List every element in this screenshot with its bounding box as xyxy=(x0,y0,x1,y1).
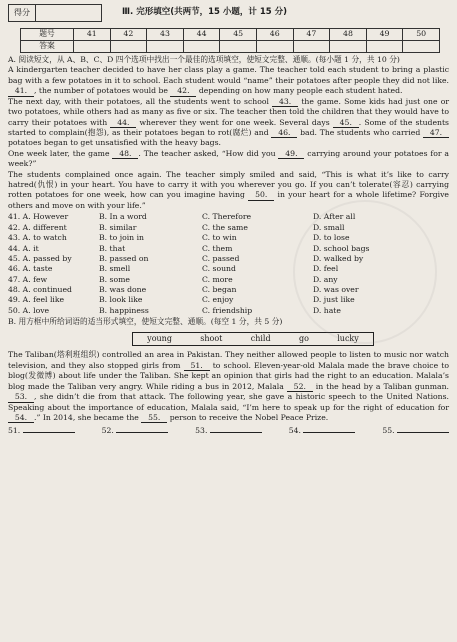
passage-text: .” In 2014, she became the xyxy=(34,413,142,422)
question-number-cell: 42 xyxy=(110,29,147,41)
answer-cell-44[interactable] xyxy=(183,41,220,53)
watermark-seal xyxy=(293,200,437,344)
option-choice[interactable]: C. more xyxy=(202,274,233,284)
blank-53[interactable]: 53. xyxy=(8,393,34,402)
answer-cell-45[interactable] xyxy=(220,41,257,53)
option-choice[interactable]: D. feel xyxy=(313,264,339,274)
answer-table-answer-row xyxy=(21,41,440,53)
option-choice[interactable]: 50. A. love xyxy=(8,305,50,315)
passage-text: , the number of potatoes would be xyxy=(34,86,171,96)
answer-cell-41[interactable] xyxy=(74,41,111,53)
row-label-answer: 答案 xyxy=(21,41,74,53)
option-choice[interactable]: D. After all xyxy=(313,212,356,222)
answer-cell-47[interactable] xyxy=(293,41,330,53)
answer-cell-49[interactable] xyxy=(366,41,403,53)
option-choice[interactable]: C. to win xyxy=(202,233,237,243)
answer-line-53[interactable]: 53. xyxy=(195,426,262,436)
part-a-instruction: A. 阅读短文，从 A、B、C、D 四个选项中找出一个最佳的选项填空，使短文完整、通顺。(每小题 1 分，共 10 分) xyxy=(8,55,400,64)
answer-line-52[interactable]: 52. xyxy=(102,426,169,436)
word-box-item: child xyxy=(250,333,271,343)
option-choice[interactable]: B. was done xyxy=(99,285,147,295)
answer-table-number-row xyxy=(21,29,440,41)
score-field[interactable] xyxy=(36,5,101,21)
passage-text: to school. Eleven-year-old Malala made the brave choice to blog(发微博) about life under the Taliban. She kept an opinion that girls had the right to an education. Malala’s blog made the Taliban very angry. While riding a bus in 2012, Malala xyxy=(8,360,449,391)
passage-text: person to receive the Nobel Peace Prize. xyxy=(167,413,329,422)
passage-text: in the head by a Taliban gunman. xyxy=(312,381,449,391)
option-choice[interactable]: B. In a word xyxy=(99,212,147,222)
blank-55[interactable]: 55. xyxy=(141,414,167,423)
option-choice[interactable]: B. passed on xyxy=(99,253,149,263)
passage-text: The next day, with their potatoes, all the students went to school xyxy=(8,96,273,106)
blank-47[interactable]: 47. xyxy=(423,129,449,138)
blank-52[interactable]: 52. xyxy=(287,383,313,392)
option-choice[interactable]: D. hate xyxy=(313,305,341,315)
blank-54[interactable]: 54. xyxy=(8,414,34,423)
word-box-item: go xyxy=(298,333,309,343)
option-choice[interactable]: 43. A. to watch xyxy=(8,233,67,243)
blank-44[interactable]: 44. xyxy=(110,119,136,128)
blank-42[interactable]: 42. xyxy=(170,87,196,96)
option-choice[interactable]: C. Therefore xyxy=(202,212,252,222)
blank-45[interactable]: 45. xyxy=(333,119,359,128)
question-number-cell: 44 xyxy=(183,29,220,41)
passage-text: in your heart for a whole lifetime? Forgive others and move on with your life.” xyxy=(8,190,449,210)
answer-line-51[interactable]: 51. xyxy=(8,426,75,436)
option-choice[interactable]: B. look like xyxy=(99,295,143,305)
option-choice[interactable]: 41. A. However xyxy=(8,212,69,222)
option-choice[interactable]: D. just like xyxy=(313,295,355,305)
option-choice[interactable]: 48. A. continued xyxy=(8,285,72,295)
option-choice[interactable]: B. happiness xyxy=(99,305,149,315)
blank-46[interactable]: 46. xyxy=(271,129,297,138)
score-label: 得分 xyxy=(9,5,36,21)
passage-text: potatoes began to get unsatisfied with the heavy bags. xyxy=(8,138,221,148)
option-choice[interactable]: C. the same xyxy=(202,222,248,232)
answer-line-55[interactable]: 55. xyxy=(382,426,449,436)
blank-48[interactable]: 48. xyxy=(112,150,138,159)
word-box-item: young xyxy=(147,333,172,343)
option-choice[interactable]: D. school bags xyxy=(313,243,370,253)
option-choice[interactable]: 49. A. feel like xyxy=(8,295,65,305)
section-header xyxy=(8,4,449,22)
passage-text: carrying around your potatoes for a week?” xyxy=(8,148,450,169)
option-choice[interactable]: D. any xyxy=(313,274,338,284)
option-choice[interactable]: 44. A. it xyxy=(8,243,39,253)
option-choice[interactable]: C. sound xyxy=(202,264,236,274)
option-choice[interactable]: B. similar xyxy=(99,222,137,232)
passage-a-paragraph-2 xyxy=(8,97,449,149)
answer-table xyxy=(20,28,440,53)
blank-41[interactable]: 41. xyxy=(8,87,34,96)
option-choice[interactable]: B. to join in xyxy=(99,233,144,243)
passage-text: depending on how many people each student hated. xyxy=(196,86,403,96)
question-number-cell: 48 xyxy=(330,29,367,41)
answer-line-54[interactable]: 54. xyxy=(289,426,356,436)
passage-text: . The teacher asked, “How did you xyxy=(138,148,279,158)
answer-cell-50[interactable] xyxy=(403,41,440,53)
score-box xyxy=(8,4,102,22)
option-choice[interactable]: D. was over xyxy=(313,285,359,295)
row-label-number: 题号 xyxy=(21,29,74,41)
blank-43[interactable]: 43. xyxy=(272,98,298,107)
passage-text: One week later, the game xyxy=(8,148,113,158)
question-number-cell: 43 xyxy=(147,29,184,41)
question-number-cell: 47 xyxy=(293,29,330,41)
passage-text: wherever they went for one week. Several days xyxy=(136,117,333,127)
word-box-item: lucky xyxy=(337,333,359,343)
option-choice[interactable]: C. enjoy xyxy=(202,295,234,305)
passage-a-paragraph-1 xyxy=(8,65,449,96)
section-title: Ⅲ. 完形填空(共两节，15 小题，计 15 分) xyxy=(122,7,288,18)
passage-text: The students complained once again. The teacher simply smiled and said, “This is what it’s like to carry hatred(仇恨) in your heart. You have to carry it with you wherever you go. If you can’t tolerate(容忍) carrying rotten potatoes for one week, how can you imagine having xyxy=(8,169,449,200)
passage-text: the game. Some kids had just one or two potatoes, while others had as many as five or six. The teacher then told the children that they would have to carry their potatoes with xyxy=(8,96,449,127)
option-choice[interactable]: C. passed xyxy=(202,253,240,263)
passage-text: . Some of the students started to complain(抱怨), as their potatoes began to rot(腐烂) and xyxy=(8,117,449,137)
part-b-instruction: B. 用方框中所给词语的适当形式填空，使短文完整、通顺。(每空 1 分，共 5 分) xyxy=(8,317,283,327)
blank-51[interactable]: 51. xyxy=(184,362,210,371)
option-choice[interactable]: B. some xyxy=(99,274,130,284)
option-choice[interactable]: C. friendship xyxy=(202,305,253,315)
passage-b xyxy=(8,350,449,423)
option-choice[interactable]: 47. A. few xyxy=(8,274,48,284)
question-number-cell: 49 xyxy=(366,29,403,41)
option-choice[interactable]: B. that xyxy=(99,243,126,253)
passage-text: bad. The students who carried xyxy=(297,127,423,137)
question-number-cell: 46 xyxy=(256,29,293,41)
option-choice[interactable]: D. walked by xyxy=(313,253,364,263)
option-choice[interactable]: 45. A. passed by xyxy=(8,253,72,263)
option-choice[interactable]: C. them xyxy=(202,243,233,253)
passage-a-paragraph-3 xyxy=(8,149,449,170)
answer-cell-48[interactable] xyxy=(330,41,367,53)
question-number-cell: 45 xyxy=(220,29,257,41)
answer-cell-46[interactable] xyxy=(256,41,293,53)
answer-cell-43[interactable] xyxy=(147,41,184,53)
question-number-cell: 41 xyxy=(74,29,111,41)
option-choice[interactable]: 42. A. different xyxy=(8,222,67,232)
option-choice[interactable]: D. small xyxy=(313,222,345,232)
option-choice[interactable]: 46. A. taste xyxy=(8,264,53,274)
answer-cell-42[interactable] xyxy=(110,41,147,53)
blank-49[interactable]: 49. xyxy=(278,150,304,159)
passage-text: A kindergarten teacher decided to have her class play a game. The teacher told each student to bring a plastic bag with a few potatoes in it to school. Each student would “name” their potatoes after people they did not like. xyxy=(8,65,449,85)
passage-text: , she didn’t die from that attack. The following year, she gave a historic speech to the United Nations. Speaking about the importance of education, Malala said, “I’m here to speak up for the right of education for xyxy=(8,392,449,412)
option-choice[interactable]: B. smell xyxy=(99,264,131,274)
question-number-cell: 50 xyxy=(403,29,440,41)
word-box-item: shoot xyxy=(200,333,223,343)
passage-text: The Taliban(塔利班组织) controlled an area in Pakistan. They neither allowed people to listen to music nor watch television, and they also stopped girls from xyxy=(8,350,449,370)
answer-lines xyxy=(8,426,449,436)
option-choice[interactable]: D. to lose xyxy=(313,233,350,243)
option-choice[interactable]: C. began xyxy=(202,285,237,295)
blank-50[interactable]: 50. xyxy=(248,191,274,200)
